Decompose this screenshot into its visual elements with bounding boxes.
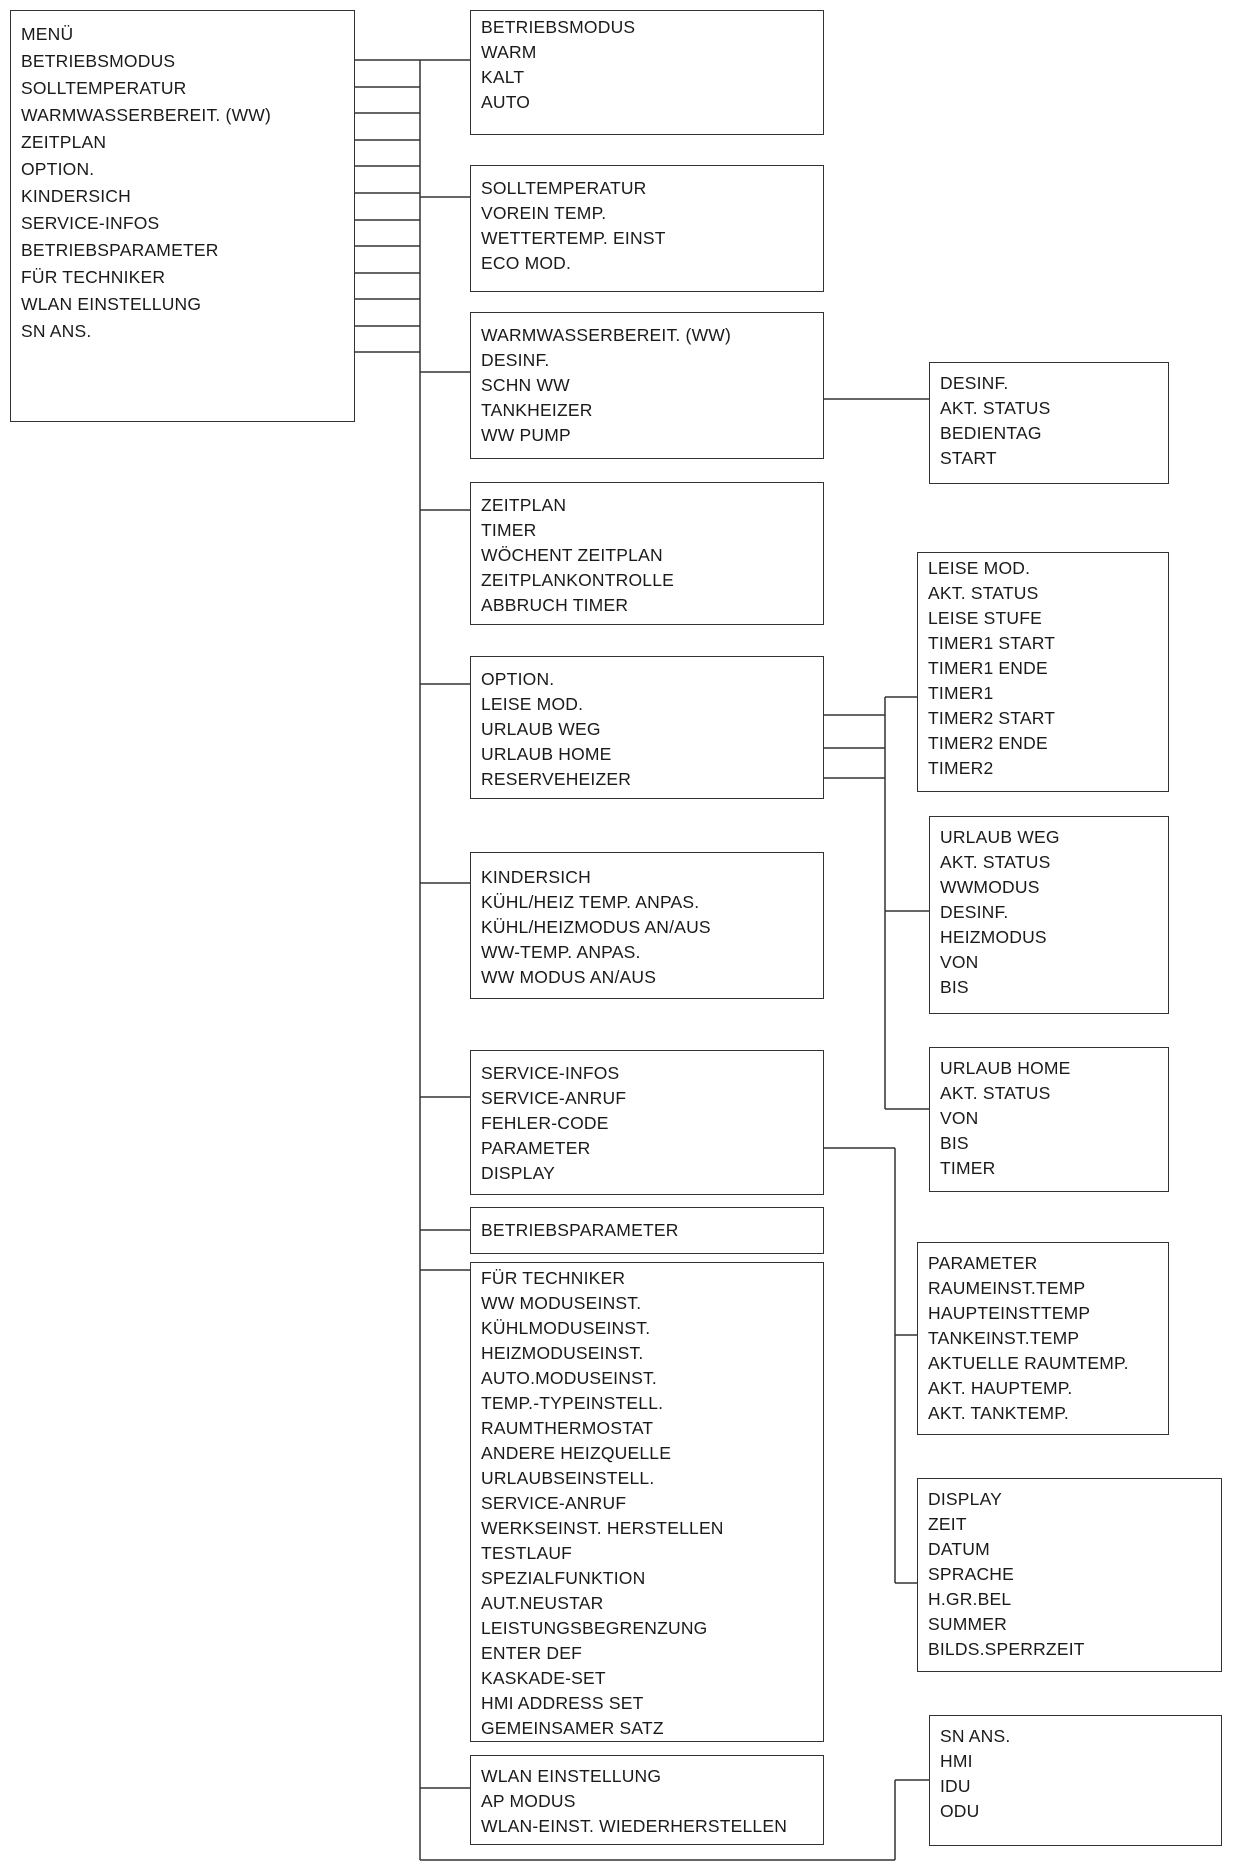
submenu-zeitplan <box>470 482 824 625</box>
list-item: DESINF. <box>940 902 1009 922</box>
list-item: URLAUB WEG <box>940 827 1060 847</box>
list-item: VON <box>940 952 979 972</box>
list-item: DESINF. <box>940 373 1009 393</box>
menu-title: MENÜ <box>21 24 74 44</box>
menu-item-sn-ans: SN ANS. <box>21 321 92 341</box>
list-item: WERKSEINST. HERSTELLEN <box>481 1518 724 1538</box>
subsubmenu-desinf <box>929 362 1169 484</box>
list-item: LEISE STUFE <box>928 608 1043 628</box>
list-item: VOREIN TEMP. <box>481 203 607 223</box>
list-item: KÜHL/HEIZ TEMP. ANPAS. <box>481 892 700 912</box>
list-item: AP MODUS <box>481 1791 576 1811</box>
list-item: SPRACHE <box>928 1564 1015 1584</box>
list-item: KÜHL/HEIZMODUS AN/AUS <box>481 917 711 937</box>
list-item: TIMER2 START <box>928 708 1056 728</box>
list-item: LEISE MOD. <box>928 558 1031 578</box>
list-item: BETRIEBSMODUS <box>481 17 636 37</box>
list-item: SN ANS. <box>940 1726 1011 1746</box>
list-item: BIS <box>940 1133 969 1153</box>
list-item: AKTUELLE RAUMTEMP. <box>928 1353 1129 1373</box>
list-item: SUMMER <box>928 1614 1007 1634</box>
list-item: LEISTUNGSBEGRENZUNG <box>481 1618 708 1638</box>
list-item: AKT. STATUS <box>928 583 1039 603</box>
list-item: SERVICE-ANRUF <box>481 1493 627 1513</box>
main-menu-box <box>10 10 355 422</box>
menu-item-warmwasser: WARMWASSERBEREIT. (WW) <box>21 105 272 125</box>
submenu-solltemperatur <box>470 165 824 292</box>
list-item: HEIZMODUSEINST. <box>481 1343 644 1363</box>
list-item: ZEIT <box>928 1514 967 1534</box>
list-item: URLAUBSEINSTELL. <box>481 1468 655 1488</box>
list-item: TESTLAUF <box>481 1543 573 1563</box>
list-item: PARAMETER <box>481 1138 591 1158</box>
list-item: H.GR.BEL <box>928 1589 1012 1609</box>
list-item: BILDS.SPERRZEIT <box>928 1639 1085 1659</box>
subsubmenu-parameter <box>917 1242 1169 1435</box>
list-item: WARMWASSERBEREIT. (WW) <box>481 325 732 345</box>
list-item: DATUM <box>928 1539 990 1559</box>
submenu-service-infos <box>470 1050 824 1195</box>
list-item: HMI ADDRESS SET <box>481 1693 644 1713</box>
list-item: SERVICE-ANRUF <box>481 1088 627 1108</box>
list-item: TIMER1 ENDE <box>928 658 1048 678</box>
list-item: OPTION. <box>481 669 555 689</box>
list-item: LEISE MOD. <box>481 694 584 714</box>
list-item: SPEZIALFUNKTION <box>481 1568 646 1588</box>
list-item: DISPLAY <box>928 1489 1003 1509</box>
list-item: WETTERTEMP. EINST <box>481 228 666 248</box>
submenu-wlan <box>470 1755 824 1845</box>
subsubmenu-sn-ans <box>929 1715 1222 1846</box>
menu-item-service-infos: SERVICE-INFOS <box>21 213 160 233</box>
list-item: KINDERSICH <box>481 867 591 887</box>
list-item: AKT. STATUS <box>940 398 1051 418</box>
list-item: TIMER1 <box>928 683 994 703</box>
subsubmenu-urlaub-weg <box>929 816 1169 1014</box>
list-item: FÜR TECHNIKER <box>481 1268 626 1288</box>
list-item: HAUPTEINSTTEMP <box>928 1303 1091 1323</box>
list-item: BEDIENTAG <box>940 423 1042 443</box>
list-item: ZEITPLANKONTROLLE <box>481 570 675 590</box>
list-item: ODU <box>940 1801 980 1821</box>
list-item: WARM <box>481 42 537 62</box>
list-item: DISPLAY <box>481 1163 556 1183</box>
list-item: KALT <box>481 67 525 87</box>
list-item: TANKHEIZER <box>481 400 593 420</box>
list-item: ECO MOD. <box>481 253 572 273</box>
list-item: WÖCHENT ZEITPLAN <box>481 545 663 565</box>
list-item: SERVICE-INFOS <box>481 1063 620 1083</box>
list-item: WLAN EINSTELLUNG <box>481 1766 662 1786</box>
list-item: ENTER DEF <box>481 1643 582 1663</box>
list-item: WWMODUS <box>940 877 1040 897</box>
menu-item-zeitplan: ZEITPLAN <box>21 132 107 152</box>
menu-item-wlan: WLAN EINSTELLUNG <box>21 294 202 314</box>
list-item: TIMER <box>481 520 537 540</box>
list-item: URLAUB HOME <box>481 744 612 764</box>
list-item: WW PUMP <box>481 425 571 445</box>
menu-item-solltemperatur: SOLLTEMPERATUR <box>21 78 187 98</box>
list-item: AUTO <box>481 92 531 112</box>
list-item: TIMER2 ENDE <box>928 733 1048 753</box>
menu-item-kindersich: KINDERSICH <box>21 186 131 206</box>
list-item: AUTO.MODUSEINST. <box>481 1368 657 1388</box>
list-item: ABBRUCH TIMER <box>481 595 629 615</box>
list-item: URLAUB WEG <box>481 719 601 739</box>
list-item: RAUMTHERMOSTAT <box>481 1418 654 1438</box>
list-item: SCHN WW <box>481 375 570 395</box>
list-item: DESINF. <box>481 350 550 370</box>
list-item: ANDERE HEIZQUELLE <box>481 1443 672 1463</box>
list-item: GEMEINSAMER SATZ <box>481 1718 664 1738</box>
menu-item-betriebsparameter: BETRIEBSPARAMETER <box>21 240 219 260</box>
list-item: TEMP.-TYPEINSTELL. <box>481 1393 664 1413</box>
list-item: BETRIEBSPARAMETER <box>481 1220 679 1240</box>
menu-item-betriebsmodus: BETRIEBSMODUS <box>21 51 176 71</box>
menu-item-option: OPTION. <box>21 159 95 179</box>
submenu-fuer-techniker <box>470 1262 824 1742</box>
list-item: ZEITPLAN <box>481 495 567 515</box>
list-item: WW MODUSEINST. <box>481 1293 642 1313</box>
list-item: TIMER1 START <box>928 633 1056 653</box>
subsubmenu-urlaub-home <box>929 1047 1169 1192</box>
list-item: WW MODUS AN/AUS <box>481 967 657 987</box>
list-item: RAUMEINST.TEMP <box>928 1278 1086 1298</box>
list-item: SOLLTEMPERATUR <box>481 178 647 198</box>
submenu-betriebsparameter <box>470 1207 824 1254</box>
subsubmenu-leise-mod <box>917 552 1169 792</box>
submenu-kindersich <box>470 852 824 999</box>
list-item: AKT. STATUS <box>940 852 1051 872</box>
list-item: FEHLER-CODE <box>481 1113 609 1133</box>
submenu-option <box>470 656 824 799</box>
submenu-warmwasser <box>470 312 824 459</box>
list-item: VON <box>940 1108 979 1128</box>
list-item: PARAMETER <box>928 1253 1038 1273</box>
list-item: KASKADE-SET <box>481 1668 606 1688</box>
list-item: AKT. STATUS <box>940 1083 1051 1103</box>
list-item: WLAN-EINST. WIEDERHERSTELLEN <box>481 1816 788 1836</box>
list-item: KÜHLMODUSEINST. <box>481 1318 651 1338</box>
subsubmenu-display <box>917 1478 1222 1672</box>
list-item: HMI <box>940 1751 973 1771</box>
list-item: AUT.NEUSTAR <box>481 1593 604 1613</box>
list-item: TANKEINST.TEMP <box>928 1328 1080 1348</box>
list-item: START <box>940 448 997 468</box>
list-item: TIMER2 <box>928 758 994 778</box>
list-item: AKT. HAUPTEMP. <box>928 1378 1073 1398</box>
list-item: AKT. TANKTEMP. <box>928 1403 1069 1423</box>
menu-item-fuer-techniker: FÜR TECHNIKER <box>21 267 166 287</box>
submenu-betriebsmodus <box>470 10 824 135</box>
list-item: TIMER <box>940 1158 996 1178</box>
list-item: URLAUB HOME <box>940 1058 1071 1078</box>
list-item: BIS <box>940 977 969 997</box>
list-item: WW-TEMP. ANPAS. <box>481 942 641 962</box>
list-item: HEIZMODUS <box>940 927 1047 947</box>
list-item: RESERVEHEIZER <box>481 769 632 789</box>
list-item: IDU <box>940 1776 971 1796</box>
